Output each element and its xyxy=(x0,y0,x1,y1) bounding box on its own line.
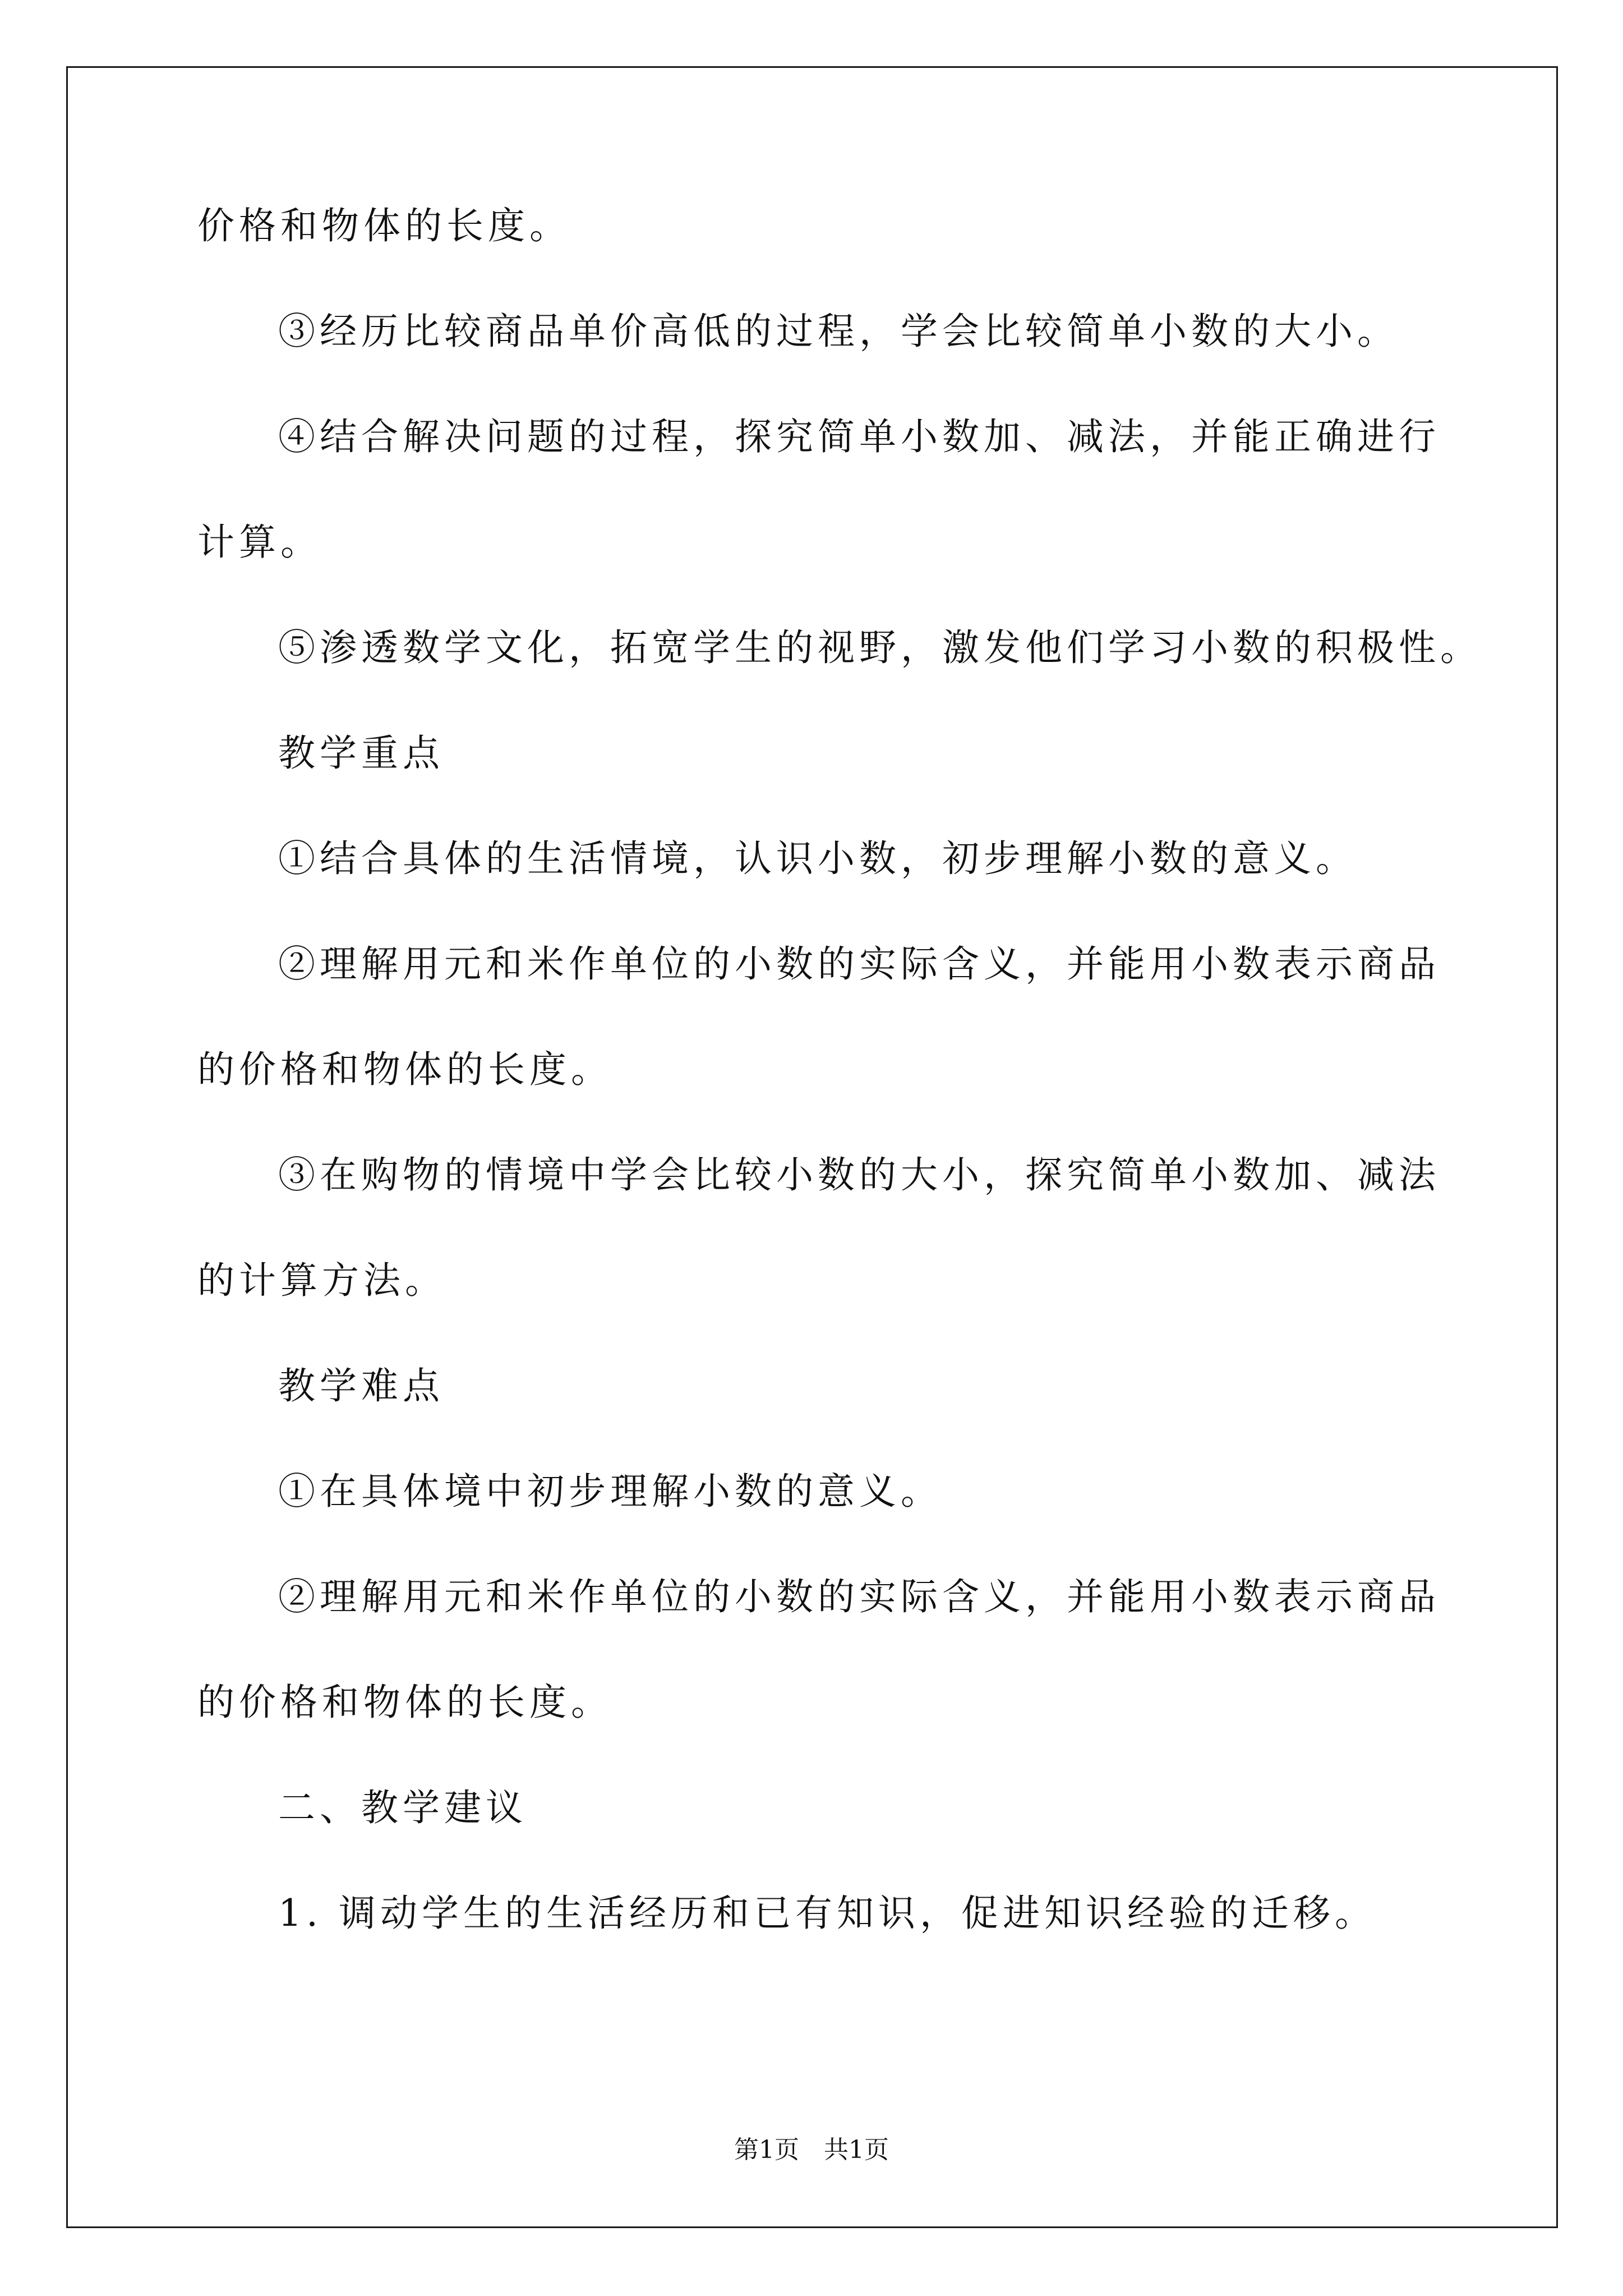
section-heading: 二、教学建议 xyxy=(278,1786,527,1829)
text-line: ⑤渗透数学文化，拓宽学生的视野，激发他们学习小数的积极性。 xyxy=(278,626,1482,669)
text-line: 计算。 xyxy=(197,521,322,564)
text-line: 价格和物体的长度。 xyxy=(197,204,571,247)
text-line: 的计算方法。 xyxy=(197,1259,446,1302)
text-line: 的价格和物体的长度。 xyxy=(197,1681,612,1724)
section-heading: 教学重点 xyxy=(278,731,444,775)
page-number-footer: 第1页 共1页 xyxy=(734,2136,889,2164)
text-line: ②理解用元和米作单位的小数的实际含义，并能用小数表示商品 xyxy=(278,1575,1440,1618)
section-heading: 教学难点 xyxy=(278,1364,444,1407)
text-line: ①结合具体的生活情境，认识小数，初步理解小数的意义。 xyxy=(278,837,1357,880)
text-line: ④结合解决问题的过程，探究简单小数加、减法，并能正确进行 xyxy=(278,415,1440,458)
text-line: 1. 调动学生的生活经历和已有知识，促进知识经验的迁移。 xyxy=(278,1892,1376,1935)
text-line: ③经历比较商品单价高低的过程，学会比较简单小数的大小。 xyxy=(278,310,1399,353)
text-line: ②理解用元和米作单位的小数的实际含义，并能用小数表示商品 xyxy=(278,942,1440,986)
text-line: ①在具体境中初步理解小数的意义。 xyxy=(278,1470,942,1513)
text-line: 的价格和物体的长度。 xyxy=(197,1048,612,1091)
text-line: ③在购物的情境中学会比较小数的大小，探究简单小数加、减法 xyxy=(278,1153,1440,1197)
